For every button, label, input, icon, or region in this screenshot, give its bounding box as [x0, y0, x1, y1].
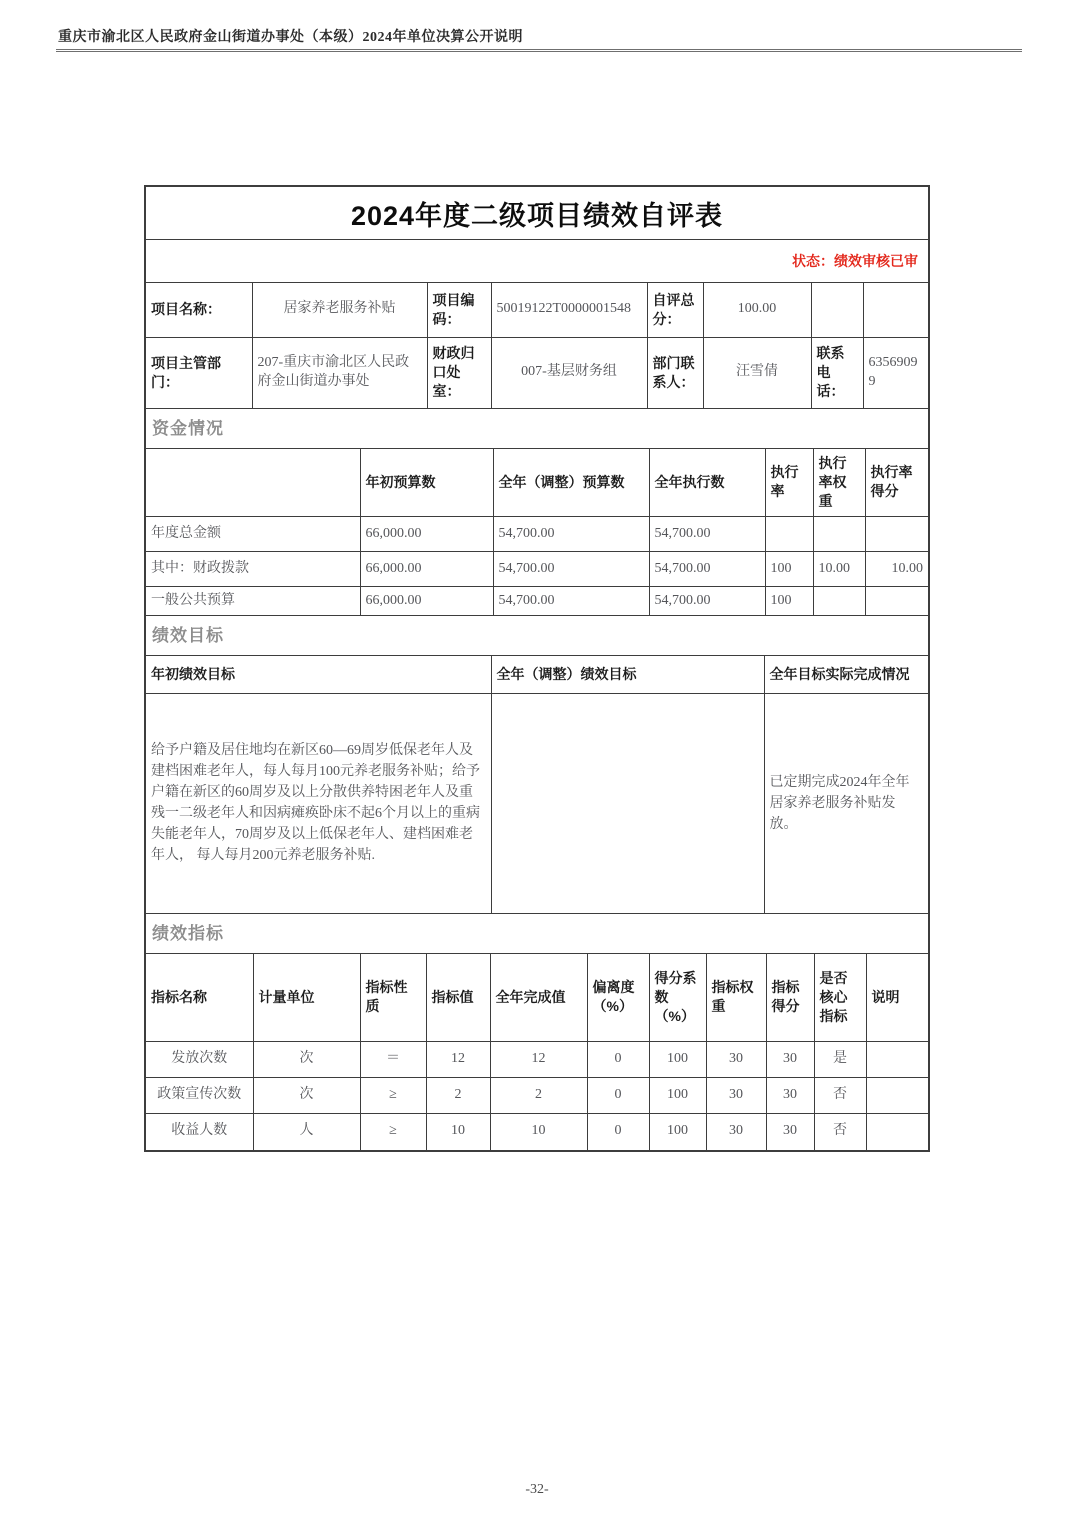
goals-content-row	[146, 693, 928, 913]
indicator-cell: 2	[426, 1078, 490, 1114]
office-label: 财政归口处室：	[427, 337, 491, 408]
dept-value: 207-重庆市渝北区人民政府金山街道办事处	[252, 337, 427, 408]
funding-cell: 66,000.00	[360, 552, 493, 587]
indicator-cell	[866, 1042, 928, 1078]
indicator-cell: 次	[253, 1042, 360, 1078]
document-header-title: 重庆市渝北区人民政府金山街道办事处（本级）2024年单位决算公开说明	[58, 30, 523, 45]
indicator-header-cell: 得分系数（%）	[649, 954, 706, 1042]
funding-header-cell: 全年（调整）预算数	[493, 449, 649, 517]
funding-cell	[765, 517, 813, 552]
indicator-cell: 2	[490, 1078, 587, 1114]
funding-cell: 54,700.00	[649, 517, 765, 552]
phone-value: 63569099	[863, 337, 928, 408]
sheet-title: 2024年度二级项目绩效自评表	[146, 187, 928, 240]
indicator-cell: 人	[253, 1114, 360, 1150]
section-funding-title: 资金情况	[146, 409, 928, 449]
indicator-cell: 0	[587, 1078, 649, 1114]
indicator-header-cell: 指标得分	[766, 954, 814, 1042]
goals-header-cell: 全年目标实际完成情况	[764, 656, 928, 693]
goals-header-row	[146, 656, 928, 693]
section-indicators-title: 绩效指标	[146, 914, 928, 954]
indicators-table	[146, 954, 928, 1150]
empty-cell	[811, 283, 863, 337]
project-code-value: 50019122T0000001548	[491, 283, 647, 337]
goals-header-cell: 年初绩效目标	[146, 656, 491, 693]
project-info-row-2	[146, 337, 928, 408]
indicator-header-cell: 指标值	[426, 954, 490, 1042]
indicator-header-cell: 指标性质	[360, 954, 426, 1042]
indicator-cell: 100	[649, 1078, 706, 1114]
funding-header-cell: 执行率	[765, 449, 813, 517]
funding-cell: 其中：财政拨款	[146, 552, 360, 587]
header-divider	[56, 49, 1022, 52]
indicator-cell: 30	[706, 1042, 766, 1078]
funding-cell: 54,700.00	[649, 587, 765, 616]
funding-header-row	[146, 449, 928, 517]
funding-cell	[813, 587, 865, 616]
indicator-cell: 0	[587, 1042, 649, 1078]
funding-cell	[865, 587, 928, 616]
phone-label: 联系电话：	[811, 337, 863, 408]
indicator-header-cell: 说明	[866, 954, 928, 1042]
funding-header-cell	[146, 449, 360, 517]
indicator-header-cell: 偏离度（%）	[587, 954, 649, 1042]
indicator-cell: 30	[766, 1042, 814, 1078]
funding-cell: 66,000.00	[360, 587, 493, 616]
indicator-cell: 10	[490, 1114, 587, 1150]
indicator-cell: ≥	[360, 1078, 426, 1114]
funding-row-total	[146, 517, 928, 552]
office-value: 007-基层财务组	[491, 337, 647, 408]
indicator-cell: ≥	[360, 1114, 426, 1150]
contact-value: 汪雪倩	[703, 337, 811, 408]
funding-cell: 年度总金额	[146, 517, 360, 552]
indicator-cell: 12	[490, 1042, 587, 1078]
project-info-table	[146, 283, 928, 409]
indicator-cell	[866, 1078, 928, 1114]
self-score-label: 自评总分：	[647, 283, 703, 337]
indicator-row-distribution	[146, 1042, 928, 1078]
indicator-cell: 是	[814, 1042, 866, 1078]
indicator-cell: ＝	[360, 1042, 426, 1078]
indicator-cell: 30	[766, 1078, 814, 1114]
indicator-header-cell: 指标权重	[706, 954, 766, 1042]
funding-cell: 66,000.00	[360, 517, 493, 552]
funding-cell: 54,700.00	[493, 517, 649, 552]
funding-header-cell: 执行率权重	[813, 449, 865, 517]
funding-cell: 10.00	[813, 552, 865, 587]
indicator-header-cell: 计量单位	[253, 954, 360, 1042]
evaluation-sheet	[144, 185, 930, 1152]
indicator-cell: 发放次数	[146, 1042, 253, 1078]
indicator-row-beneficiaries	[146, 1114, 928, 1150]
funding-cell: 100	[765, 552, 813, 587]
status-badge: 状态：绩效审核已审	[792, 253, 918, 269]
indicator-cell: 100	[649, 1114, 706, 1150]
goal-adjusted-text	[491, 693, 764, 913]
funding-header-cell: 年初预算数	[360, 449, 493, 517]
self-score-value: 100.00	[703, 283, 811, 337]
funding-row-public-budget	[146, 587, 928, 616]
contact-label: 部门联系人：	[647, 337, 703, 408]
indicator-cell: 否	[814, 1114, 866, 1150]
indicator-cell: 100	[649, 1042, 706, 1078]
funding-cell: 54,700.00	[493, 587, 649, 616]
funding-cell: 54,700.00	[493, 552, 649, 587]
indicator-row-publicity	[146, 1078, 928, 1114]
goal-initial-text: 给予户籍及居住地均在新区60—69周岁低保老年人及建档困难老年人，每人每月100元养老服务补贴；给予户籍在新区的60周岁及以上分散供养特困老年人及重残一二级老年人和因病瘫痪卧床不起6个月以上的重病失能老年人，70周岁及以上低保老年人、建档困难老年人， 每人每月200元养老服务补贴.	[146, 693, 491, 913]
funding-cell	[813, 517, 865, 552]
indicator-cell: 12	[426, 1042, 490, 1078]
project-code-label: 项目编码：	[427, 283, 491, 337]
indicator-cell: 次	[253, 1078, 360, 1114]
funding-cell	[865, 517, 928, 552]
dept-label: 项目主管部门：	[146, 337, 252, 408]
funding-cell: 10.00	[865, 552, 928, 587]
funding-table	[146, 449, 928, 617]
indicator-cell: 30	[766, 1114, 814, 1150]
empty-cell	[863, 283, 928, 337]
funding-cell: 100	[765, 587, 813, 616]
funding-cell: 54,700.00	[649, 552, 765, 587]
project-name-value: 居家养老服务补贴	[252, 283, 427, 337]
indicator-header-cell: 是否核心指标	[814, 954, 866, 1042]
funding-row-fiscal	[146, 552, 928, 587]
project-name-label: 项目名称：	[146, 283, 252, 337]
goals-table	[146, 656, 928, 914]
section-goals-title: 绩效目标	[146, 616, 928, 656]
indicators-header-row	[146, 954, 928, 1042]
indicator-cell: 政策宣传次数	[146, 1078, 253, 1114]
indicator-cell: 0	[587, 1114, 649, 1150]
indicator-header-cell: 全年完成值	[490, 954, 587, 1042]
indicator-cell: 30	[706, 1078, 766, 1114]
indicator-cell: 10	[426, 1114, 490, 1150]
status-row	[146, 240, 928, 283]
goal-actual-text: 已定期完成2024年全年居家养老服务补贴发放。	[764, 693, 928, 913]
indicator-cell: 收益人数	[146, 1114, 253, 1150]
indicator-cell: 否	[814, 1078, 866, 1114]
goals-header-cell: 全年（调整）绩效目标	[491, 656, 764, 693]
project-info-row-1	[146, 283, 928, 337]
indicator-header-cell: 指标名称	[146, 954, 253, 1042]
page-number: -32-	[525, 1482, 549, 1497]
indicator-cell: 30	[706, 1114, 766, 1150]
funding-cell: 一般公共预算	[146, 587, 360, 616]
indicator-cell	[866, 1114, 928, 1150]
funding-header-cell: 全年执行数	[649, 449, 765, 517]
funding-header-cell: 执行率得分	[865, 449, 928, 517]
